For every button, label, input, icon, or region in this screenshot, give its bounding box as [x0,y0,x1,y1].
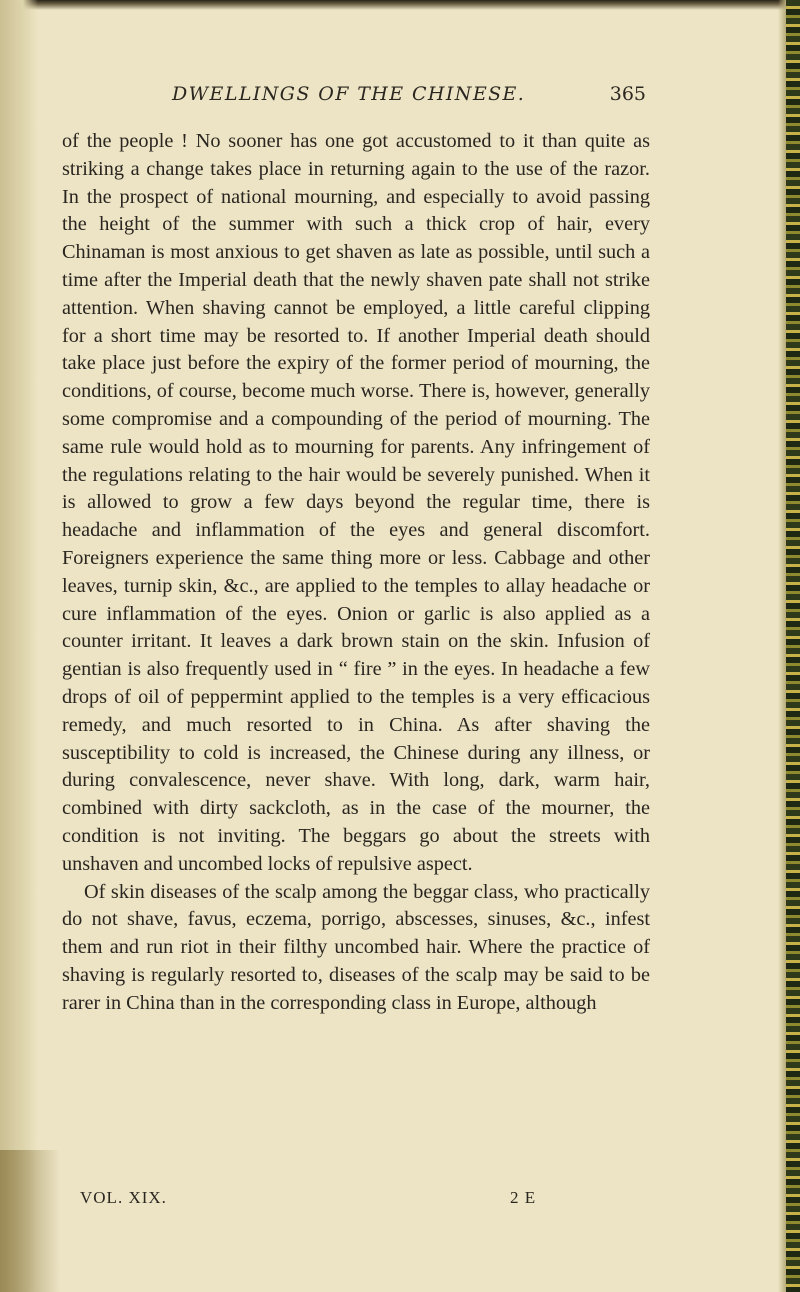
page-edge-shadow [778,0,786,1292]
page-gutter-shadow [0,0,38,1292]
volume-label: VOL. XIX. [80,1188,167,1207]
paragraph: of the people ! No sooner has one got accustomed to it than quite as striking a change takes place in returning again to the use of the razor. In the prospect of national mourning, and especially to avoid passing the height of the summer with such a thick crop of hair, every Chinaman is most anxious to get shaven as late as possible, until such a time after the Imperial death that the newly shaven pate shall not strike attention. When shaving cannot be employed, a little careful clipping for a short time may be resorted to. If another Imperial death should take place just before the expiry of the former period of mourning, the conditions, of course, become much worse. There is, however, generally some compromise and a compounding of the period of mourning. The same rule would hold as to mourning for parents. Any infringement of the regulations relating to the hair would be severely punished. When it is allowed to grow a few days beyond the regular time, there is headache and inflammation of the eyes and general discomfort. Foreigners experience the same thing more or less. Cabbage and other leaves, turnip skin, &c., are applied to the temples to allay headache or cure inflammation of the eyes. Onion or garlic is also applied as a counter irritant. It leaves a dark brown stain on the skin. Infusion of gentian is also frequently used in “ fire ” in the eyes. In headache a few drops of oil of peppermint applied to the temples is a very efficacious remedy, and much resorted to in China. As after shaving the susceptibility to cold is increased, the Chinese during any illness, or during convalescence, never shave. With long, dark, warm hair, combined with dirty sackcloth, as in the case of the mourner, the condition is not inviting. The beggars go about the streets with unshaven and uncombed locks of repulsive aspect. [62,130,650,875]
page-top-shadow [0,0,800,10]
page-footer [62,1188,650,1216]
signature-mark: 2 E [510,1188,537,1207]
running-title: DWELLINGS OF THE CHINESE. [172,83,526,105]
page-corner-shadow [0,1150,60,1292]
paragraph: Of skin diseases of the scalp among the beggar class, who practically do not shave, favus, eczema, porrigo, abscesses, sinuses, &c., infest them and run riot in their filthy uncombed hair. Where the practice of shaving is regularly resorted to, diseases of the scalp may be said to be rarer in China than in the corresponding class in Europe, although [62,880,650,1014]
book-spine-edge [786,0,800,1292]
page-header [62,80,650,116]
body-text [62,128,650,1018]
page-number: 365 [609,83,646,105]
